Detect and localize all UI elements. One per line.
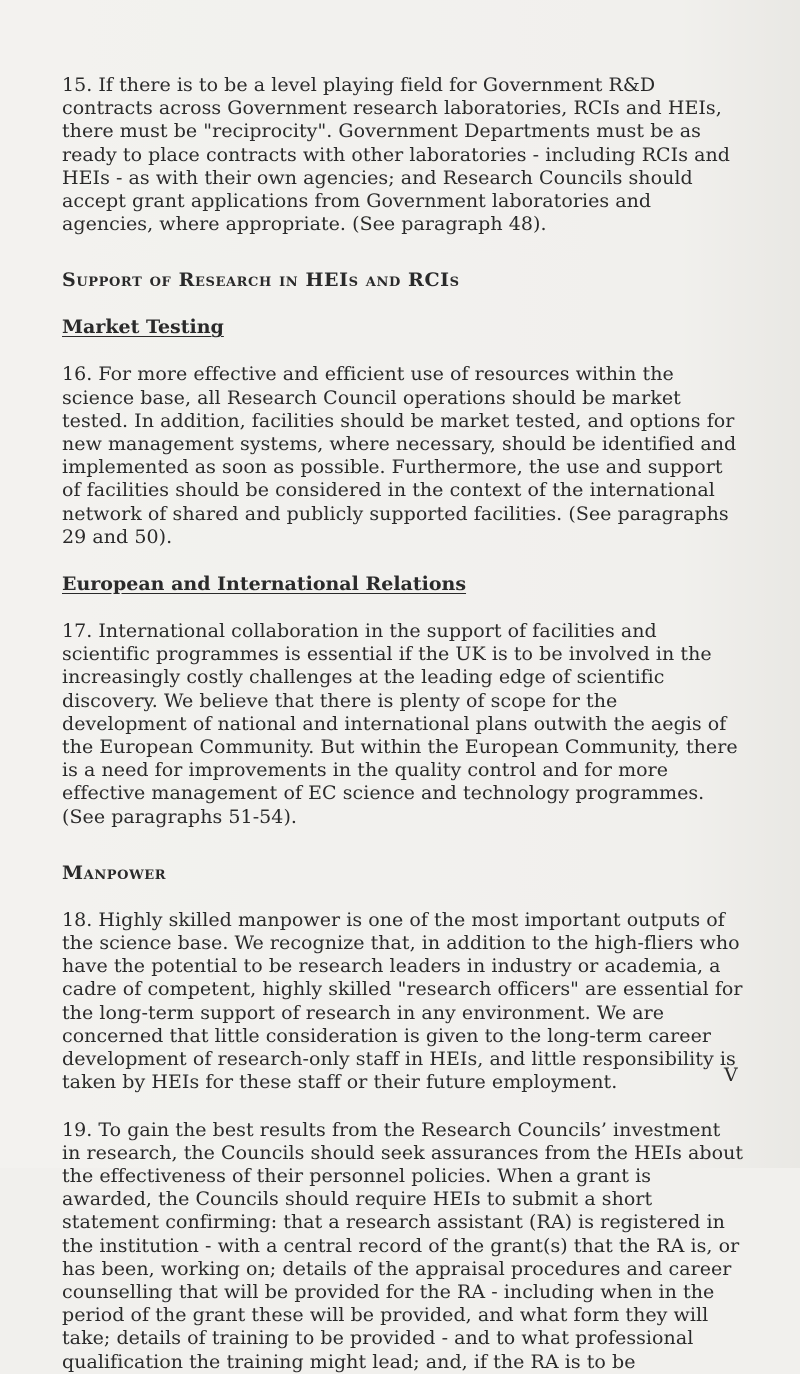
paragraph-text: If there is to be a level playing field for Government R&D contracts across Government research laboratories, RCIs and HEIs, there must be "reciprocity". Government Departments must be as ready to place contracts with other laboratories - including RCIs and HEIs - as with their own agencies; and Research Councils should accept grant applications from Government laboratories and agencies, where appropriate. (See paragraph 48). [62, 74, 730, 236]
section-heading-manpower: Manpower [62, 861, 167, 884]
paragraph-18 [62, 909, 744, 1095]
subheading-european-international: European and International Relations [62, 573, 467, 596]
paragraph-text: Highly skilled manpower is one of the most important outputs of the science base. We recognize that, in addition to the high-fliers who have the potential to be research leaders in industry or academia, a cadre of competent, highly skilled "research officers" are essential for the long-term support of research in any environment. We are concerned that little consideration is given to the long-term career development of research-only staff in HEIs, and little responsibility is taken by HEIs for these staff or their future employment. [62, 908, 743, 1094]
paragraph-number: 19. [62, 1118, 93, 1141]
section-heading-support-of-research: Support of Research in HEIs and RCIs [62, 269, 460, 292]
paragraph-17 [62, 620, 744, 829]
paragraph-number: 16. [62, 363, 93, 386]
page-number: V [724, 1064, 738, 1086]
paragraph-number: 17. [62, 620, 93, 643]
paragraph-19 [62, 1119, 744, 1374]
paragraph-number: 15. [62, 74, 93, 96]
paragraph-text: To gain the best results from the Research Councils’ investment in research, the Councils should seek assurances from the HEIs about the effectiveness of their personnel policies. When a grant is awarded, the Councils should require HEIs to submit a short statement confirming: that a research assistant (RA) is registered in the institution - with a central record of the grant(s) that the RA is, or has been, working on; details of the appraisal procedures and career counselling that will be provided for the RA - including when in the period of the grant these will be provided, and what form they will take; details of training to be provided - and to what professional qualification the training might lead; and, if the RA is to be [62, 1118, 744, 1373]
paragraph-15 [62, 74, 744, 236]
subheading-market-testing: Market Testing [62, 316, 224, 339]
paragraph-16 [62, 363, 744, 549]
paragraph-text: For more effective and efficient use of resources within the science base, all Research Council operations should be market tested. In addition, facilities should be market tested, and options for new management systems, where necessary, should be identified and implemented as soon as possible. Furthermore, the use and support of facilities should be considered in the context of the international network of shared and publicly supported facilities. (See paragraphs 29 and 50). [62, 363, 737, 548]
paragraph-text: International collaboration in the support of facilities and scientific programmes is essential if the UK is to be involved in the increasingly costly challenges at the leading edge of scientific discovery. We believe that there is plenty of scope for the development of national and international plans outwith the aegis of the European Community. But within the European Community, there is a need for improvements in the quality control and for more effective management of EC science and technology programmes. (See paragraphs 51-54). [62, 620, 738, 828]
paragraph-number: 18. [62, 908, 93, 931]
